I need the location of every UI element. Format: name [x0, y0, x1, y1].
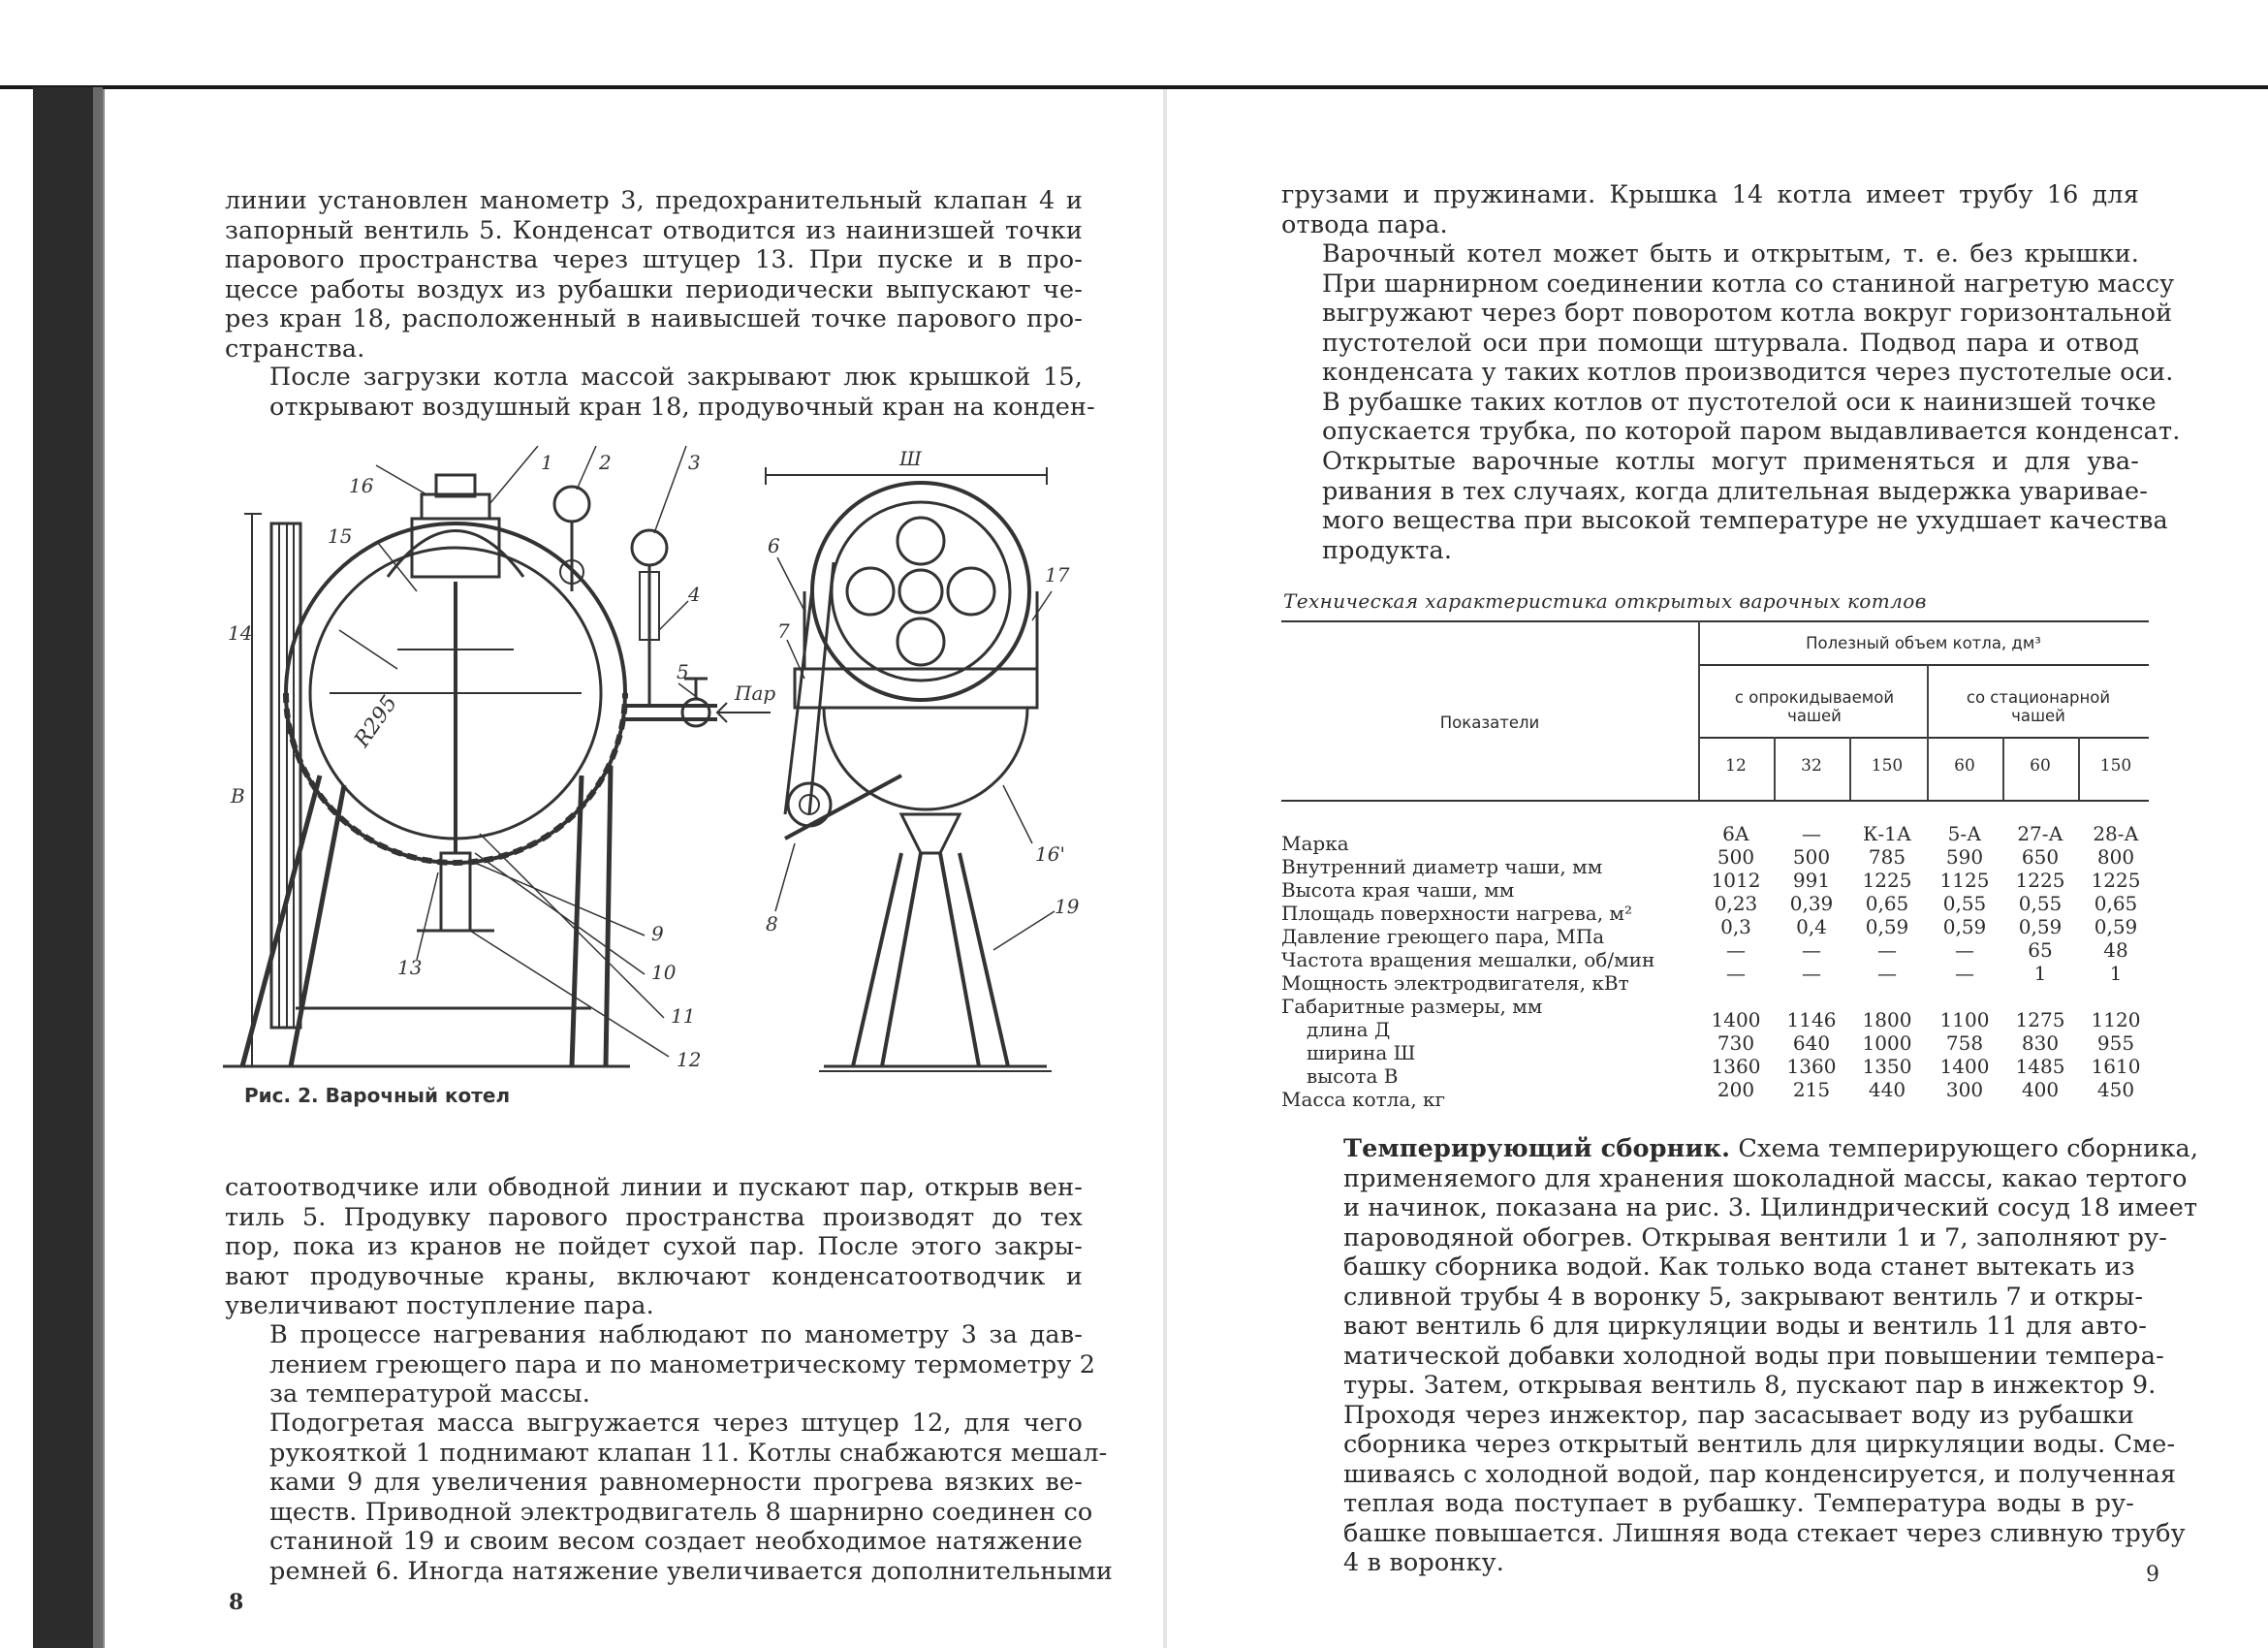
paragraph-heading: Темперирующий сборник. [1343, 1134, 1731, 1163]
text-line: Подогретая масса выгружается через штуцер 12, для чего [269, 1409, 1083, 1438]
figure-label-16: 16 [349, 474, 374, 497]
table-cell: 1610 [2091, 1055, 2141, 1078]
table-header-param: Показатели [1439, 713, 1540, 732]
figure-label-sh: Ш [899, 447, 922, 470]
left-paragraph-4 [225, 1320, 1096, 1410]
table-cell: 1360 [1786, 1055, 1837, 1078]
text-line: лением греющего пара и по манометрическому термометру 2 [269, 1349, 1096, 1379]
table-cell: — [1802, 938, 1821, 962]
table-cell: 0,65 [1865, 892, 1909, 915]
text-line: ривания в тех случаях, когда длительная выдержка увариваe- [1322, 476, 2148, 506]
table-row-label: Габаритные размеры, мм [1281, 995, 1543, 1018]
table-cell: 400 [2021, 1078, 2060, 1101]
table-cell: 28-А [2093, 822, 2139, 845]
table-cell: — [1726, 938, 1746, 962]
figure-label-19: 19 [1055, 895, 1080, 918]
table-cell: 991 [1792, 869, 1831, 892]
table-title: Техническая характеристика открытых варочных котлов [1283, 589, 1927, 613]
table-cell: 440 [1868, 1078, 1906, 1101]
table-cell: 785 [1868, 845, 1906, 869]
table-cell: 5-А [1947, 822, 1982, 845]
text-line: башке повышается. Лишняя вода стекает через сливную трубу [1343, 1518, 2186, 1548]
text-line: продукта. [1322, 535, 1453, 565]
table-cell: 0,3 [1720, 915, 1751, 938]
text-line: Варочный котел может быть и открытым, т. е. без крышки. [1322, 239, 2139, 269]
table-row-label: Высота края чаши, мм [1281, 878, 1515, 902]
table-cell: 500 [1717, 845, 1755, 869]
table-row-label: длина Д [1307, 1018, 1391, 1041]
table-cell: 200 [1717, 1078, 1755, 1101]
book-gutter [1163, 89, 1167, 1648]
text-line: запорный вентиль 5. Конденсат отводится из наинизшей точки [225, 215, 1083, 245]
figure-label-2: 2 [599, 451, 612, 474]
text-line: парового пространства через штуцер 13. При пуске и в про- [225, 245, 1083, 274]
table-volume-cell: 60 [2030, 756, 2051, 776]
figure-label-6: 6 [768, 534, 780, 557]
table-cell: 27-А [2017, 822, 2063, 845]
text-line: применяемого для хранения шоколадной массы, какао тертого [1343, 1163, 2188, 1193]
text-line: тиль 5. Продувку парового пространства производят до тех [225, 1202, 1083, 1232]
table-cell: 1225 [2091, 869, 2141, 892]
table-cell: — [1955, 938, 1974, 962]
text-line: вают продувочные краны, включают конденсатоотводчик и [225, 1261, 1083, 1291]
table-cell: 1100 [1939, 1008, 1990, 1031]
table-cell: 1000 [1862, 1031, 1912, 1055]
scan-left-border-inner [93, 87, 103, 1648]
text-line: станиной 19 и своим весом создает необходимое натяжение [269, 1527, 1083, 1556]
table-cell: 1485 [2015, 1055, 2065, 1078]
figure-label-par: Пар [735, 681, 776, 705]
table-cell: 450 [2096, 1078, 2135, 1101]
figure-label-13: 13 [397, 956, 423, 979]
page-number-right: 9 [2146, 1563, 2159, 1587]
right-paragraph-4 [1299, 1134, 2199, 1578]
table-cell: 1 [2033, 962, 2047, 985]
text-line: увеличивают поступление пара. [225, 1291, 654, 1320]
table-cell: 0,4 [1796, 915, 1827, 938]
table-cell: 758 [1945, 1031, 1984, 1055]
table-cell: — [1877, 962, 1897, 985]
table-cell: 1800 [1862, 1008, 1912, 1031]
left-paragraph-2 [225, 363, 1095, 422]
left-paragraph-3 [225, 1173, 1083, 1321]
text-line: При шарнирном соединении котла со станиной нагретую массу [1322, 269, 2175, 299]
text-line: рукояткой 1 поднимают клапан 11. Котлы снабжаются мешал- [269, 1438, 1108, 1468]
text-line: вают вентиль 6 для циркуляции воды и вентиль 11 для авто- [1343, 1312, 2148, 1341]
text-line: странства. [225, 333, 365, 364]
table-cell: 640 [1792, 1031, 1831, 1055]
table-row-label: Частота вращения мешалки, об/мин [1281, 948, 1655, 971]
table-row-label: Площадь поверхности нагрева, м² [1281, 902, 1632, 925]
table-cell: 800 [2096, 845, 2135, 869]
spec-table [1281, 620, 2149, 1125]
figure-label-v: В [231, 784, 245, 808]
table-cell: 0,59 [1942, 915, 1987, 938]
text-line: за температурой массы. [269, 1379, 591, 1409]
text-line: После загрузки котла массой закрывают люк крышкой 15, [269, 363, 1083, 392]
page-number-left: 8 [229, 1590, 244, 1615]
figure-label-8: 8 [766, 912, 778, 935]
figure-label-9: 9 [651, 922, 664, 945]
table-cell: 730 [1717, 1031, 1755, 1055]
text-line: пор, пока из кранов не пойдет сухой пар. После этого закры- [225, 1232, 1083, 1261]
table-cell: 1120 [2091, 1008, 2141, 1031]
figure-caption: Рис. 2. Варочный котел [244, 1084, 511, 1107]
table-cell: 650 [2021, 845, 2060, 869]
figure-label-5: 5 [677, 660, 689, 683]
figure-label-11: 11 [671, 1004, 696, 1028]
table-cell: 1125 [1939, 869, 1990, 892]
text-line: открывают воздушный кран 18, продувочный кран на конден- [269, 392, 1095, 422]
table-cell: 1360 [1711, 1055, 1761, 1078]
table-cell: К-1А [1862, 822, 1912, 845]
table-cell: 1350 [1862, 1055, 1912, 1078]
table-cell: 830 [2021, 1031, 2060, 1055]
text-line: отвода пара. [1281, 209, 1448, 239]
text-line: Проходя через инжектор, пар засасывает воду из рубашки [1343, 1400, 2134, 1430]
table-cell: 300 [1945, 1078, 1984, 1101]
table-header-group-stationary: со стационарной чашей [1966, 688, 2111, 725]
table-volume-cell: 150 [1871, 756, 1904, 776]
table-cell: 1225 [1862, 869, 1912, 892]
table-cell: 0,39 [1789, 892, 1834, 915]
text-line: ремней 6. Иногда натяжение увеличивается дополнительными [269, 1556, 1114, 1586]
text-line: Открытые варочные котлы могут применяться и для ува- [1322, 447, 2139, 476]
text-line: 4 в воронку. [1343, 1548, 1505, 1577]
figure-label-r295: R295 [350, 691, 403, 752]
figure-label-4: 4 [688, 583, 701, 606]
table-cell: 1400 [1939, 1055, 1990, 1078]
figure-label-1: 1 [541, 451, 553, 474]
text-line: шиваясь с холодной водой, пар конденсируется, и полученная [1343, 1459, 2177, 1489]
text-line: линии установлен манометр 3, предохранительный клапан 4 и [225, 186, 1083, 215]
table-row-label: ширина Ш [1307, 1041, 1416, 1064]
right-paragraph-2 [1281, 239, 2181, 447]
figure-label-14: 14 [228, 621, 253, 645]
text-line: грузами и пружинами. Крышка 14 котла имеет трубу 16 для [1281, 180, 2139, 209]
figure-label-3: 3 [688, 451, 701, 474]
table-cell: 1400 [1711, 1008, 1761, 1031]
table-header-group-tilting: с опрокидываемой чашей [1734, 688, 1895, 725]
text-line: Темперирующий сборник. Схема темперирующего сборника, [1343, 1134, 2199, 1163]
text-line: туры. Затем, открывая вентиль 8, пускают пар в инжектор 9. [1343, 1371, 2157, 1400]
table-row-label: Мощность электродвигателя, кВт [1281, 971, 1629, 995]
text-line: мого вещества при высокой температуре не ухудшает качества [1322, 506, 2168, 535]
figure-label-12: 12 [677, 1048, 702, 1071]
table-cell: 65 [2028, 938, 2053, 962]
text-line: сборника через открытый вентиль для циркуляции воды. Сме- [1343, 1430, 2176, 1459]
text-line: башку сборника водой. Как только вода станет вытекать из [1343, 1252, 2135, 1282]
text-line: конденсата у таких котлов производится через пустотелые оси. [1322, 358, 2174, 387]
table-row-label: высота В [1307, 1064, 1399, 1088]
table-cell: 1012 [1711, 869, 1761, 892]
text-line: ками 9 для увеличения равномерности прогрева вязких ве- [269, 1468, 1083, 1497]
table-cell: — [1877, 938, 1897, 962]
text-line: сатоотводчике или обводной линии и пускают пар, открыв вен- [225, 1173, 1083, 1202]
table-cell: 0,55 [2018, 892, 2063, 915]
table-row-label: Давление греющего пара, МПа [1281, 925, 1605, 948]
table-cell: 1 [2109, 962, 2123, 985]
table-row-label: Внутренний диаметр чаши, мм [1281, 855, 1603, 878]
text-line: цессе работы воздух из рубашки периодически выпускают че- [225, 274, 1083, 304]
right-paragraph-3 [1281, 447, 2168, 565]
table-cell: 0,59 [2018, 915, 2063, 938]
table-cell: 0,55 [1942, 892, 1987, 915]
text-line: В процессе нагревания наблюдают по манометру 3 за дав- [269, 1320, 1083, 1349]
table-volume-cell: 60 [1954, 756, 1975, 776]
text-line: ществ. Приводной электродвигатель 8 шарнирно соединен со [269, 1497, 1093, 1527]
table-volume-cell: 32 [1801, 756, 1822, 776]
table-cell: 215 [1792, 1078, 1831, 1101]
text-line: выгружают через борт поворотом котла вокруг горизонтальной [1322, 299, 2173, 328]
table-cell: 1146 [1786, 1008, 1837, 1031]
figure-label-16-prime: 16' [1035, 842, 1065, 866]
table-cell: 0,65 [2094, 892, 2138, 915]
table-cell: 590 [1945, 845, 1984, 869]
table-cell: — [1802, 962, 1821, 985]
table-row-label: Марка [1281, 832, 1349, 855]
table-cell: 0,23 [1714, 892, 1758, 915]
table-cell: — [1955, 962, 1974, 985]
figure-label-17: 17 [1045, 563, 1070, 586]
figure-label-15: 15 [328, 524, 353, 548]
table-cell: 6А [1722, 822, 1749, 845]
table-volume-cell: 150 [2099, 756, 2132, 776]
figure-label-10: 10 [651, 961, 677, 984]
table-cell: 1225 [2015, 869, 2065, 892]
text-line: пустотелой оси при помощи штурвала. Подвод пара и отвод [1322, 328, 2139, 358]
table-cell: 500 [1792, 845, 1831, 869]
left-paragraph-1 [225, 186, 1083, 364]
text-line: сливной трубы 4 в воронку 5, закрывают вентиль 7 и откры- [1343, 1282, 2144, 1312]
text-line: опускается трубка, по которой паром выдавливается конденсат. [1322, 417, 2181, 446]
table-row-label: Масса котла, кг [1281, 1088, 1446, 1111]
table-cell: 48 [2103, 938, 2128, 962]
right-paragraph-1 [1281, 180, 2139, 239]
table-volume-cell: 12 [1725, 756, 1747, 776]
table-cell: 0,59 [2094, 915, 2138, 938]
left-paragraph-5 [225, 1409, 1114, 1586]
table-cell: 0,59 [1865, 915, 1909, 938]
text-line: и начинок, показана на рис. 3. Цилиндрический сосуд 18 имеет [1343, 1193, 2198, 1222]
text-line: теплая вода поступает в рубашку. Температура воды в ру- [1343, 1489, 2134, 1518]
table-cell: 955 [2096, 1031, 2135, 1055]
table-cell: 1275 [2015, 1008, 2065, 1031]
text-line: В рубашке таких котлов от пустотелой оси к наинизшей точке [1322, 387, 2157, 417]
figure-label-7: 7 [777, 619, 790, 643]
boiler-figure [223, 446, 1115, 1091]
table-cell: — [1802, 822, 1821, 845]
text-line: рез кран 18, расположенный в наивысшей точке парового про- [225, 304, 1083, 333]
text-line: пароводяной обогрев. Открывая вентили 1 и 7, заполняют ру- [1343, 1222, 2168, 1252]
table-header-volume: Полезный объем котла, дм³ [1806, 634, 2041, 652]
table-cell: — [1726, 962, 1746, 985]
text-line: матической добавки холодной воды при повышении темпера- [1343, 1341, 2164, 1371]
